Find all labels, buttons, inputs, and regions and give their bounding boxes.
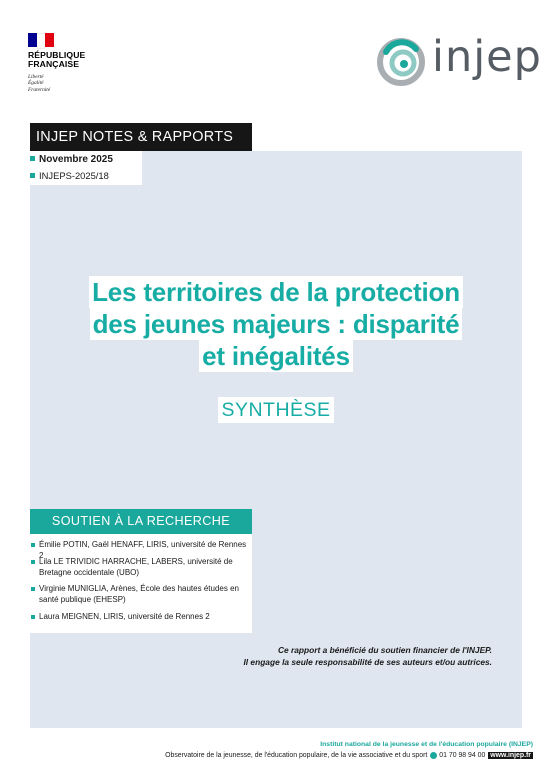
- republic-name: RÉPUBLIQUE FRANÇAISE: [28, 50, 86, 70]
- bullet-square-icon: [30, 156, 35, 161]
- french-flag-icon: [28, 33, 54, 47]
- footer-institute: Institut national de la jeunesse et de l'éducation populaire (INJEP): [320, 741, 533, 748]
- injep-swirl-icon: [376, 33, 430, 89]
- title-line: Les territoires de la protection: [89, 276, 463, 308]
- author-item: Laura MEIGNEN, LIRIS, université de Rennes 2: [30, 612, 248, 623]
- author-item: Lila LE TRIVIDIC HARRACHE, LABERS, université de Bretagne occidentale (UBO): [30, 557, 248, 578]
- authors-list: [30, 534, 252, 633]
- document-title: [40, 276, 512, 372]
- bullet-square-icon: [30, 173, 35, 178]
- footer-address: Observatoire de la jeunesse, de l'éducation populaire, de la vie associative et du sport 01 70 98 94 00 www.injep.fr: [165, 752, 531, 759]
- author-item: Virginie MUNIGLIA, Arènes, École des hautes études en santé publique (EHESP): [30, 584, 248, 605]
- bullet-square-icon: [31, 587, 35, 591]
- republique-francaise-logo: [28, 33, 98, 93]
- phone-icon: [430, 752, 437, 759]
- injep-logo: [376, 32, 542, 89]
- bullet-square-icon: [31, 560, 35, 564]
- bullet-square-icon: [31, 615, 35, 619]
- title-line: et inégalités: [199, 340, 353, 372]
- funding-note: Ce rapport a bénéficié du soutien financier de l'INJEP. Il engage la seule responsabilité de ses auteurs et/ou autrices.: [243, 645, 492, 668]
- author-item: Émilie POTIN, Gaël HENAFF, LIRIS, université de Rennes 2: [30, 540, 248, 561]
- republic-motto: Liberté Égalité Fraternité: [28, 73, 51, 93]
- title-line: des jeunes majeurs : disparité: [90, 308, 463, 340]
- support-heading: SOUTIEN À LA RECHERCHE: [30, 509, 252, 534]
- cover-panel: [30, 151, 522, 728]
- website-link[interactable]: www.injep.fr: [490, 752, 531, 759]
- injep-wordmark: injep: [432, 32, 542, 82]
- series-banner: INJEP NOTES & RAPPORTS: [30, 123, 252, 151]
- publication-meta: [30, 151, 142, 185]
- publication-date: Novembre 2025: [30, 154, 113, 165]
- document-subtitle: SYNTHÈSE: [40, 397, 512, 423]
- bullet-square-icon: [31, 543, 35, 547]
- publication-id: INJEPS-2025/18: [30, 170, 109, 181]
